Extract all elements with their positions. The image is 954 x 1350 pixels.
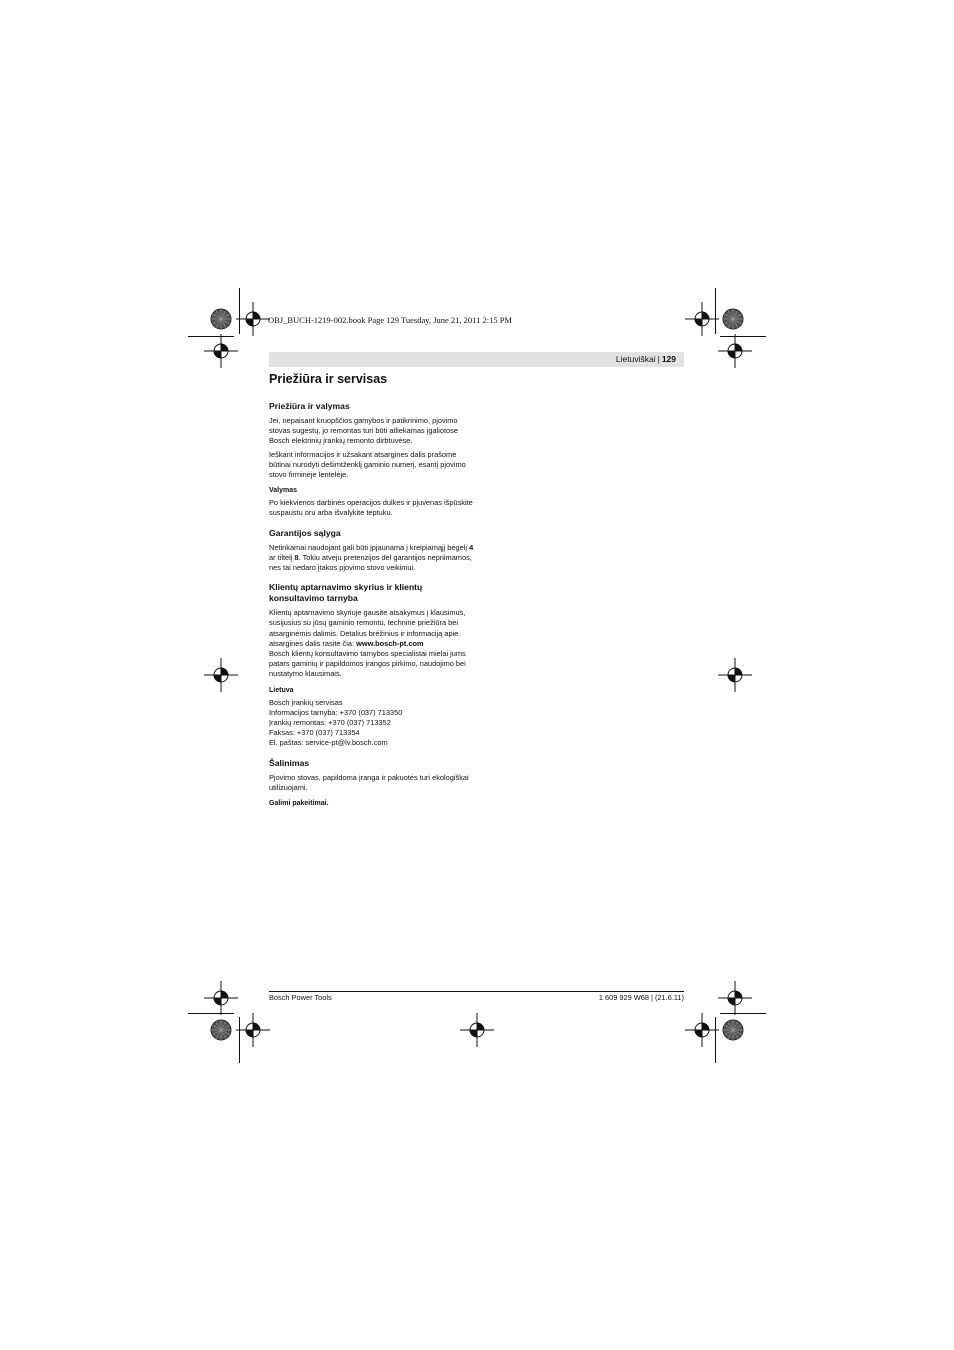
- page-header: [616, 354, 676, 364]
- disposal-heading: Šalinimas: [269, 757, 310, 768]
- color-bar-icon: [210, 1019, 232, 1041]
- registration-mark-icon: [236, 1013, 270, 1047]
- service-heading: Klientų aptarnavimo skyrius ir klientų konsultavimo tarnyba: [269, 582, 423, 604]
- care-paragraph-1: Jei, nepaisant kruopščios gamybos ir patikrinimo, pjovimo stovas sugestų, jo remontas turi būti atliekamas įgaliotose Bosch elektrinių įrankių remonto dirbtuvėse.: [269, 416, 458, 446]
- color-bar-icon: [722, 308, 744, 330]
- contact-line: Įrankių remontas: +370 (037) 713352: [269, 718, 391, 728]
- disposal-paragraph: Pjovimo stovas, papildoma įranga ir pakuotės turi ekologiškai utilizuojami.: [269, 772, 469, 792]
- website-link: www.bosch-pt.com: [356, 638, 424, 648]
- warranty-heading: Garantijos sąlyga: [269, 527, 341, 538]
- registration-mark-icon: [718, 334, 752, 368]
- contact-line: Faksas: +370 (037) 713354: [269, 728, 360, 738]
- content-column: [269, 372, 474, 811]
- registration-mark-icon: [204, 334, 238, 368]
- registration-mark-icon: [204, 981, 238, 1015]
- registration-mark-icon: [685, 302, 719, 336]
- trim-mark: [715, 1017, 716, 1063]
- header-language: Lietuviškai: [615, 354, 656, 364]
- cleaning-heading: Valymas: [269, 487, 298, 495]
- trim-mark: [715, 288, 716, 334]
- footer-rule: [269, 991, 684, 992]
- trim-mark: [239, 288, 240, 334]
- registration-mark-icon: [204, 658, 238, 692]
- service-paragraph-1: Klientų aptarnavimo skyriuje gausite atsakymus į klausimus, susijusius su jūsų gaminio remontu, technine priežiūra bei atsarginėmis dalimis. Detalius brėžinius ir informaciją apie atsargines dalis rasite čia: www.bosch-pt.com: [269, 608, 466, 648]
- registration-mark-icon: [685, 1013, 719, 1047]
- care-paragraph-2: Ieškant informacijos ir užsakant atsargines dalis prašome būtinai nurodyti dešimtženklį gaminio numerį, esantį pjovimo stovo firminėje lentelėje.: [269, 449, 466, 480]
- changes-note: Galimi pakeitimai.: [269, 800, 329, 808]
- footer-code: 1 609 929 W68 | (21.6.11): [598, 993, 684, 1002]
- color-bar-icon: [722, 1019, 744, 1041]
- service-paragraph-2: Bosch klientų konsultavimo tarnybos specialistai mielai jums patars gaminių ir papildomos įrangos pirkimo, naudojimo bei nustatymo klausimais.: [269, 649, 466, 679]
- main-title: Priežiūra ir servisas: [269, 372, 388, 386]
- header-separator: |: [657, 354, 660, 364]
- contact-line: Informacijos tarnyba: +370 (037) 713350: [269, 707, 403, 717]
- warranty-paragraph: Netinkamai naudojant gali būti įpjaunama į kreipiamąjį bėgelį 4 ar tiltelį 8. Tokiu atveju pretenzijos dėl garantijos nepriimamos, nes tai nedaro įtakos pjovimo stovo veikimui.: [269, 542, 474, 573]
- contact-line: El. paštas: service-pt@lv.bosch.com: [269, 738, 388, 748]
- trim-mark: [720, 1013, 766, 1014]
- footer-publisher: Bosch Power Tools: [269, 993, 332, 1002]
- registration-mark-icon: [236, 302, 270, 336]
- book-info-line: OBJ_BUCH-1219-002.book Page 129 Tuesday, June 21, 2011 2:15 PM: [268, 315, 512, 325]
- registration-mark-icon: [718, 658, 752, 692]
- registration-mark-icon: [718, 981, 752, 1015]
- page-number: 129: [661, 354, 676, 364]
- trim-mark: [188, 336, 234, 337]
- page-header-bar: [269, 352, 684, 367]
- care-heading: Priežiūra ir valymas: [269, 401, 350, 411]
- registration-mark-icon: [460, 1013, 494, 1047]
- color-bar-icon: [210, 308, 232, 330]
- trim-mark: [239, 1017, 240, 1063]
- contact-line: Bosch įrankių servisas: [269, 697, 343, 707]
- trim-mark: [720, 336, 766, 337]
- country-heading: Lietuva: [269, 686, 294, 694]
- cleaning-paragraph: Po kiekvienos darbinės operacijos dulkes ir pjuvenas išpūskite suspaustu oru arba išvalykite teptuku.: [269, 498, 473, 518]
- trim-mark: [188, 1013, 234, 1014]
